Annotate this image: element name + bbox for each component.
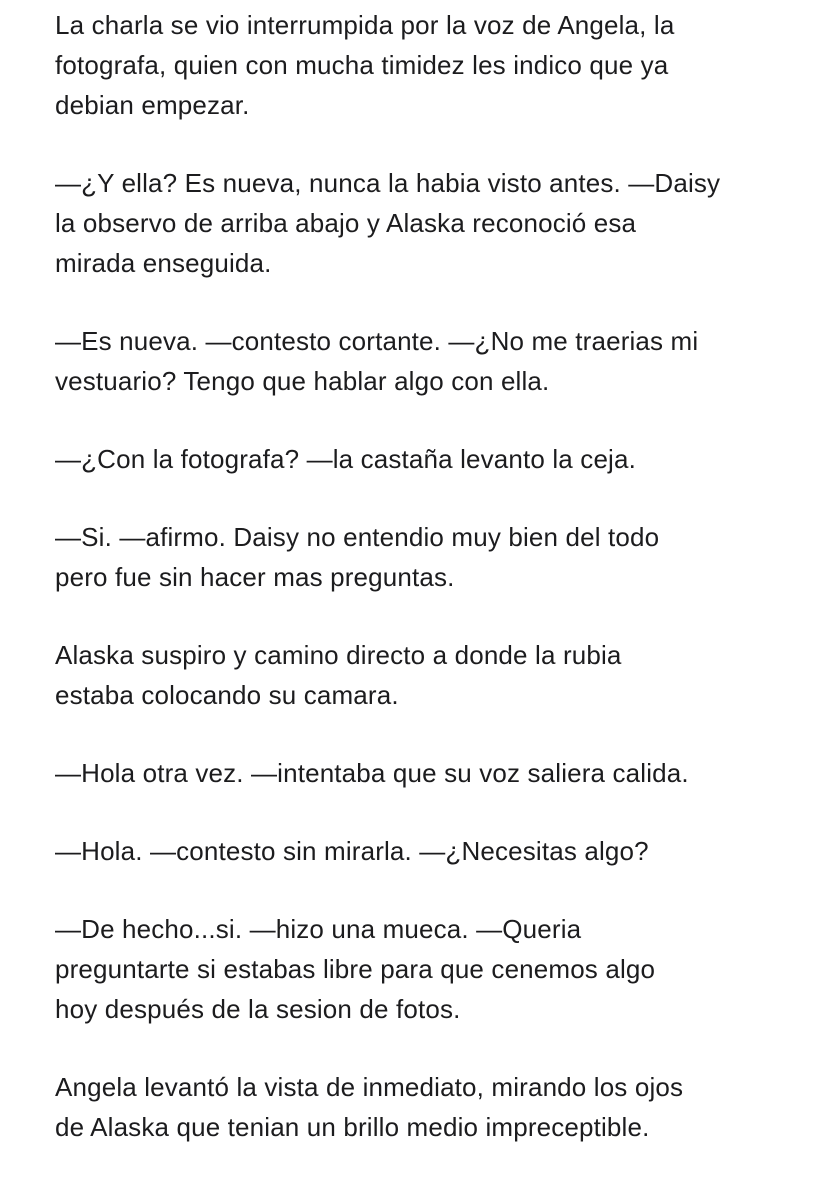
paragraph-6	[55, 635, 800, 715]
paragraph-1	[55, 5, 800, 125]
text-line: de Alaska que tenian un brillo medio impreceptible.	[55, 1112, 650, 1142]
paragraph-7	[55, 753, 800, 793]
text-line: hoy después de la sesion de fotos.	[55, 994, 461, 1024]
text-line: fotografa, quien con mucha timidez les indico que ya	[55, 50, 669, 80]
paragraph-10	[55, 1067, 800, 1147]
paragraph-8	[55, 831, 800, 871]
paragraph-2	[55, 163, 800, 283]
paragraph-5	[55, 517, 800, 597]
text-line: Alaska suspiro y camino directo a donde la rubia	[55, 640, 622, 670]
text-line: debian empezar.	[55, 90, 250, 120]
text-line: Angela levantó la vista de inmediato, mirando los ojos	[55, 1072, 684, 1102]
text-line: —Si. —afirmo. Daisy no entendio muy bien del todo	[55, 522, 660, 552]
text-line: —¿Y ella? Es nueva, nunca la habia visto antes. —Daisy	[55, 168, 721, 198]
paragraph-4	[55, 439, 800, 479]
story-text	[55, 5, 800, 1185]
text-line: preguntarte si estabas libre para que cenemos algo	[55, 954, 656, 984]
text-line: —Hola otra vez. —intentaba que su voz saliera calida.	[55, 758, 689, 788]
text-line: vestuario? Tengo que hablar algo con ella.	[55, 366, 550, 396]
text-line: estaba colocando su camara.	[55, 680, 399, 710]
text-line: La charla se vio interrumpida por la voz de Angela, la	[55, 10, 675, 40]
text-line: —De hecho...si. —hizo una mueca. —Queria	[55, 914, 582, 944]
text-line: mirada enseguida.	[55, 248, 272, 278]
paragraph-9	[55, 909, 800, 1029]
text-line: pero fue sin hacer mas preguntas.	[55, 562, 455, 592]
paragraph-3	[55, 321, 800, 401]
text-line: —¿Con la fotografa? —la castaña levanto la ceja.	[55, 444, 636, 474]
text-line: —Es nueva. —contesto cortante. —¿No me traerias mi	[55, 326, 699, 356]
text-line: la observo de arriba abajo y Alaska reconoció esa	[55, 208, 637, 238]
text-line: —Hola. —contesto sin mirarla. —¿Necesitas algo?	[55, 836, 649, 866]
